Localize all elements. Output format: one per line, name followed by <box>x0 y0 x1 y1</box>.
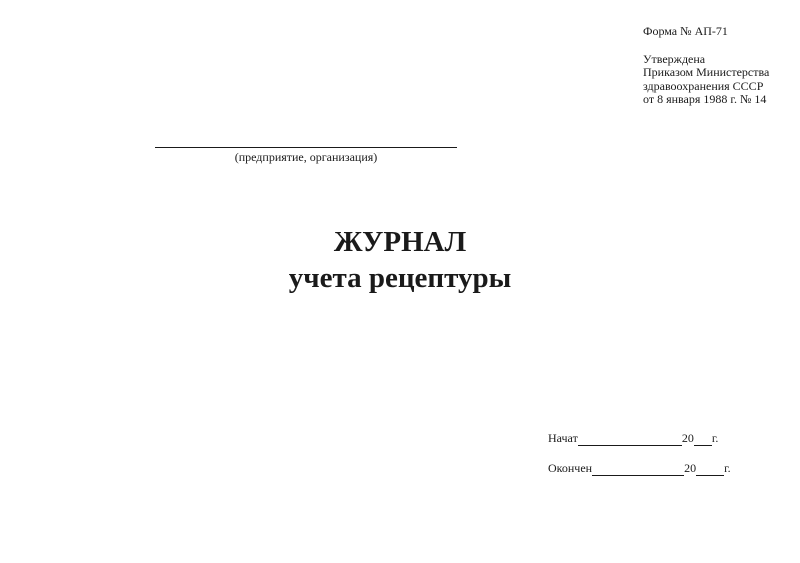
approval-line: Приказом Министерства <box>643 65 770 79</box>
started-date-blank <box>578 433 682 446</box>
organization-caption: (предприятие, организация) <box>234 150 378 164</box>
organization-blank-line <box>155 147 457 148</box>
approval-line: от 8 января 1988 г. № 14 <box>643 92 767 106</box>
finished-century: 20 <box>684 461 697 475</box>
started-label: Начат <box>548 431 578 445</box>
approval-line: здравоохранения СССР <box>643 78 764 93</box>
finished-year-suffix: г. <box>724 461 731 475</box>
finished-row <box>548 460 731 476</box>
title-line-2: учета рецептуры <box>288 262 512 294</box>
finished-label: Окончен <box>548 461 593 475</box>
finished-date-blank <box>592 463 684 476</box>
started-year-blank <box>694 433 712 446</box>
started-row <box>548 430 731 446</box>
title-line-1: ЖУРНАЛ <box>333 226 467 258</box>
approval-stamp <box>643 25 769 107</box>
finished-year-blank <box>696 463 724 476</box>
organization-field <box>155 147 457 165</box>
dates-block <box>548 430 731 476</box>
approval-line: Утверждена <box>643 51 706 66</box>
started-year-suffix: г. <box>711 431 719 445</box>
form-number: Форма № АП-71 <box>643 24 728 38</box>
journal-title <box>200 224 600 296</box>
started-century: 20 <box>681 431 694 445</box>
